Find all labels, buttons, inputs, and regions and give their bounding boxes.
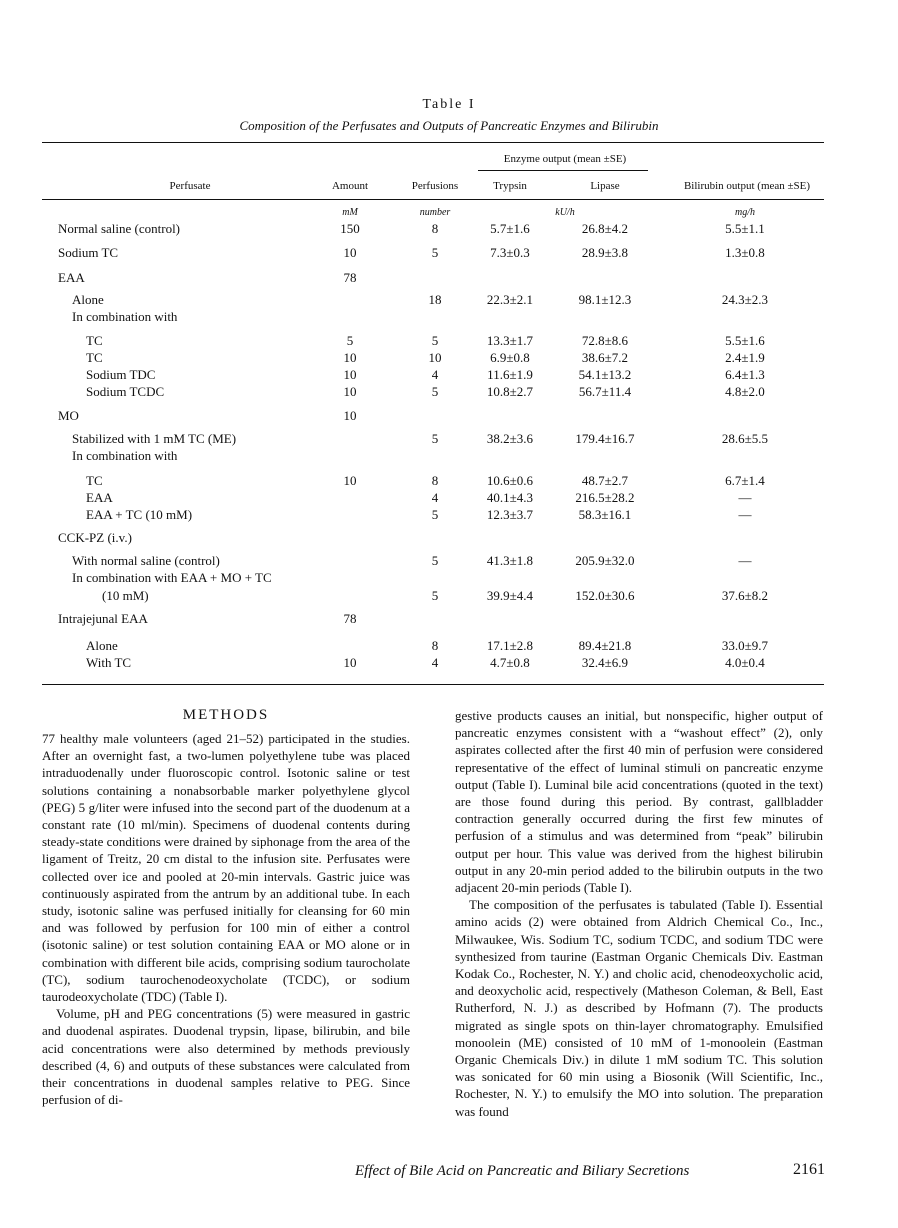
lipase-cell: 26.8±4.2: [581, 221, 629, 236]
trypsin-cell: 40.1±4.3: [486, 490, 534, 505]
lipase-cell: 48.7±2.7: [581, 473, 629, 488]
perfusions-unit: number: [419, 207, 451, 218]
trypsin-cell: 11.6±1.9: [487, 367, 533, 382]
row-label: Stabilized with 1 mM TC (ME): [72, 431, 237, 446]
bilirubin-unit: mg/h: [735, 207, 755, 218]
row-label: With TC: [86, 655, 132, 670]
row-label: Intrajejunal EAA: [58, 611, 148, 626]
table-row: [0, 448, 898, 465]
perfusions-cell: 5: [431, 384, 439, 399]
row-label: TC: [86, 350, 103, 365]
table-row: [0, 408, 898, 425]
table-row: [0, 333, 898, 350]
lipase-cell: 179.4±16.7: [575, 431, 635, 446]
lipase-header: Lipase: [590, 180, 620, 192]
trypsin-cell: 22.3±2.1: [486, 292, 534, 307]
perfusions-cell: 8: [431, 638, 439, 653]
row-label: EAA: [86, 490, 113, 505]
bilirubin-cell: —: [738, 553, 752, 568]
methods-paragraph: The composition of the perfusates is tabulated (Table I). Essential amino acids (2) were obtained from Aldrich Chemical Co., Inc., Milwaukee, Wis. Sodium TC, sodium TCDC, and sodium TDC were synthesized from taurine (Eastman Organic Chemicals Div. Eastman Kodak Co., Rochester, N. Y.) and cholic acid, chenodeoxycholic acid, and deoxycholic acid, respectively (Matheson Coleman, & Bell, East Rutherford, N. J.) as described by Hofmann (7). The products migrated as single spots on thin-layer chromatography. Emulsified monoolein (ME) consisted of 10 mM of 1-monoolein (Eastman Organic Chemicals Div.) in dilute 1 mM sodium TC. This solution was sonicated for 60 min using a Biosonik (Will Scientific, Inc., Rochester, N. Y.) to emulsify the MO into solution. The preparation was found: [455, 897, 823, 1119]
table-row: [0, 350, 898, 367]
row-label: Normal saline (control): [58, 221, 181, 236]
table-bottom-rule: [42, 684, 824, 685]
amount-cell: 10: [343, 473, 357, 488]
perfusions-cell: 18: [428, 292, 442, 307]
amount-cell: 10: [343, 408, 357, 423]
lipase-cell: 32.4±6.9: [581, 655, 629, 670]
amount-cell: 10: [343, 384, 357, 399]
table-row: [0, 309, 898, 326]
perfusions-cell: 8: [431, 473, 439, 488]
perfusions-cell: 4: [431, 490, 439, 505]
methods-paragraph: 77 healthy male volunteers (aged 21–52) participated in the studies. After an overnight fast, a two-lumen polyethylene tube was placed intraduodenally under fluoroscopic control. Isotonic saline or test solutions containing a nonabsorbable marker polyethylene glycol (PEG) 5 g/liter were infused into the second part of the duodenum at a constant rate (10 ml/min). Specimens of duodenal contents during steady-state conditions were drained by siphonage from the area of the ligament of Treitz, 20 cm distal to the infusion site. Perfusates were collected over ice and pooled at 20-min intervals. Gastric juice was continuously aspirated from the antrum by an additional tube. In each study, isotonic saline was perfused initially for cleansing for 60 min and was followed by perfusion for 100 min of either a control (isotonic saline) or test solution containing EAA or MO alone or in combination with different bile acids, comprising sodium taurocholate (TC), sodium taurochenodeoxycholate (TCDC), or sodium taurodeoxycholate (TDC) (Table I).: [42, 731, 410, 1005]
row-label: In combination with EAA + MO + TC: [72, 570, 272, 585]
table-row: [0, 384, 898, 401]
bilirubin-header: Bilirubin output (mean ±SE): [683, 180, 811, 192]
perfusions-cell: 4: [431, 655, 439, 670]
bilirubin-cell: 5.5±1.6: [725, 333, 765, 348]
lipase-cell: 56.7±11.4: [578, 384, 632, 399]
amount-cell: 78: [343, 270, 357, 285]
bilirubin-cell: —: [738, 490, 752, 505]
bilirubin-cell: 2.4±1.9: [725, 350, 765, 365]
running-title: Effect of Bile Acid on Pancreatic and Biliary Secretions: [355, 1163, 690, 1179]
table-row: [0, 431, 898, 448]
lipase-cell: 28.9±3.8: [581, 245, 629, 260]
table-row: [0, 611, 898, 628]
table-row: [0, 570, 898, 587]
trypsin-cell: 5.7±1.6: [490, 221, 530, 236]
bilirubin-cell: —: [738, 507, 752, 522]
row-label: Sodium TDC: [86, 367, 156, 382]
amount-header: Amount: [331, 180, 369, 192]
amount-cell: 10: [343, 367, 357, 382]
bilirubin-cell: 28.6±5.5: [721, 431, 769, 446]
row-label: With normal saline (control): [72, 553, 220, 568]
methods-paragraph: gestive products causes an initial, but nonspecific, higher output of pancreatic enzymes consistent with a “washout effect” (2), only aspirates collected after the first 40 min of perfusion were considered representative of the effect of luminal stimuli on pancreatic enzyme output (Table I). Luminal bile acid concentrations (quoted in the text) are those found during this period. By contrast, gallbladder contraction generally occurred during the first few minutes of perfusion of a stimulus and was determined from “peak” bilirubin output per hour. This value was derived from the highest bilirubin output in any 20-min period added to the bilirubin outputs in the two adjacent 20-min periods (Table I).: [455, 708, 823, 896]
table-caption: Composition of the Perfusates and Outputs of Pancreatic Enzymes and Bilirubin: [239, 118, 659, 133]
row-label: CCK-PZ (i.v.): [58, 530, 132, 545]
lipase-cell: 72.8±8.6: [581, 333, 629, 348]
row-label: In combination with: [72, 448, 178, 463]
row-label: MO: [58, 408, 79, 423]
row-label: Sodium TCDC: [86, 384, 165, 399]
amount-cell: 150: [340, 221, 360, 236]
bilirubin-cell: 33.0±9.7: [721, 638, 769, 653]
perfusions-cell: 5: [431, 333, 439, 348]
amount-cell: 10: [343, 245, 357, 260]
row-label: TC: [86, 333, 103, 348]
methods-heading: METHODS: [182, 707, 270, 723]
trypsin-cell: 10.8±2.7: [486, 384, 534, 399]
amount-cell: 10: [343, 350, 357, 365]
amount-cell: 5: [346, 333, 354, 348]
table-row: [0, 655, 898, 672]
row-label: Alone: [86, 638, 118, 653]
row-label: EAA + TC (10 mM): [86, 507, 193, 522]
trypsin-header: Trypsin: [493, 180, 527, 192]
table-row: [0, 588, 898, 605]
perfusions-cell: 5: [431, 507, 439, 522]
trypsin-cell: 41.3±1.8: [486, 553, 534, 568]
perfusions-header: Perfusions: [411, 180, 459, 192]
trypsin-cell: 7.3±0.3: [490, 245, 530, 260]
right-column: [455, 707, 823, 1120]
lipase-cell: 58.3±16.1: [578, 507, 632, 522]
enzyme-group-rule: [478, 170, 648, 171]
perfusions-cell: 10: [428, 350, 442, 365]
row-label: Sodium TC: [58, 245, 119, 260]
left-column: [42, 730, 410, 1108]
lipase-cell: 205.9±32.0: [575, 553, 635, 568]
row-label: (10 mM): [102, 588, 149, 603]
table-row: [0, 245, 898, 262]
table-row: [0, 553, 898, 570]
perfusions-cell: 5: [431, 245, 439, 260]
bilirubin-cell: 6.4±1.3: [725, 367, 765, 382]
row-label: EAA: [58, 270, 85, 285]
methods-paragraph: Volume, pH and PEG concentrations (5) were measured in gastric and duodenal aspirates. Duodenal trypsin, lipase, bilirubin, and bile acid concentrations were also determined by methods previously described (4, 6) and outputs of these substances were calculated from their concentrations in duodenal samples relative to PEG. Since perfusion of di-: [42, 1006, 410, 1108]
perfusions-cell: 4: [431, 367, 439, 382]
trypsin-cell: 39.9±4.4: [486, 588, 534, 603]
trypsin-cell: 38.2±3.6: [486, 431, 534, 446]
perfusate-header: Perfusate: [169, 180, 211, 192]
bilirubin-cell: 5.5±1.1: [725, 221, 765, 236]
table-row: [0, 507, 898, 524]
row-label: In combination with: [72, 309, 178, 324]
trypsin-cell: 4.7±0.8: [490, 655, 530, 670]
table-top-rule: [42, 142, 824, 143]
enzyme-output-header: Enzyme output (mean ±SE): [503, 153, 627, 165]
enzyme-unit: kU/h: [555, 207, 575, 218]
table-row: [0, 270, 898, 287]
bilirubin-cell: 37.6±8.2: [721, 588, 769, 603]
lipase-cell: 152.0±30.6: [575, 588, 635, 603]
bilirubin-cell: 24.3±2.3: [721, 292, 769, 307]
perfusions-cell: 5: [431, 431, 439, 446]
lipase-cell: 98.1±12.3: [578, 292, 632, 307]
table-row: [0, 473, 898, 490]
bilirubin-cell: 4.0±0.4: [725, 655, 765, 670]
amount-cell: 78: [343, 611, 357, 626]
trypsin-cell: 10.6±0.6: [486, 473, 534, 488]
table-row: [0, 530, 898, 547]
amount-cell: 10: [343, 655, 357, 670]
row-label: TC: [86, 473, 103, 488]
bilirubin-cell: 6.7±1.4: [725, 473, 765, 488]
trypsin-cell: 17.1±2.8: [486, 638, 534, 653]
table-row: [0, 638, 898, 655]
perfusions-cell: 5: [431, 588, 439, 603]
trypsin-cell: 6.9±0.8: [490, 350, 530, 365]
table-row: [0, 490, 898, 507]
header-rule: [42, 199, 824, 200]
trypsin-cell: 13.3±1.7: [486, 333, 534, 348]
trypsin-cell: 12.3±3.7: [486, 507, 534, 522]
table-row: [0, 292, 898, 309]
lipase-cell: 38.6±7.2: [581, 350, 629, 365]
perfusions-cell: 5: [431, 553, 439, 568]
amount-unit: mM: [342, 207, 358, 218]
bilirubin-cell: 1.3±0.8: [725, 245, 765, 260]
lipase-cell: 89.4±21.8: [578, 638, 632, 653]
table-label: Table I: [422, 97, 476, 112]
lipase-cell: 54.1±13.2: [578, 367, 632, 382]
lipase-cell: 216.5±28.2: [575, 490, 635, 505]
row-label: Alone: [72, 292, 104, 307]
bilirubin-cell: 4.8±2.0: [725, 384, 765, 399]
perfusions-cell: 8: [431, 221, 439, 236]
table-row: [0, 367, 898, 384]
page-number: 2161: [793, 1161, 825, 1178]
table-row: [0, 221, 898, 238]
